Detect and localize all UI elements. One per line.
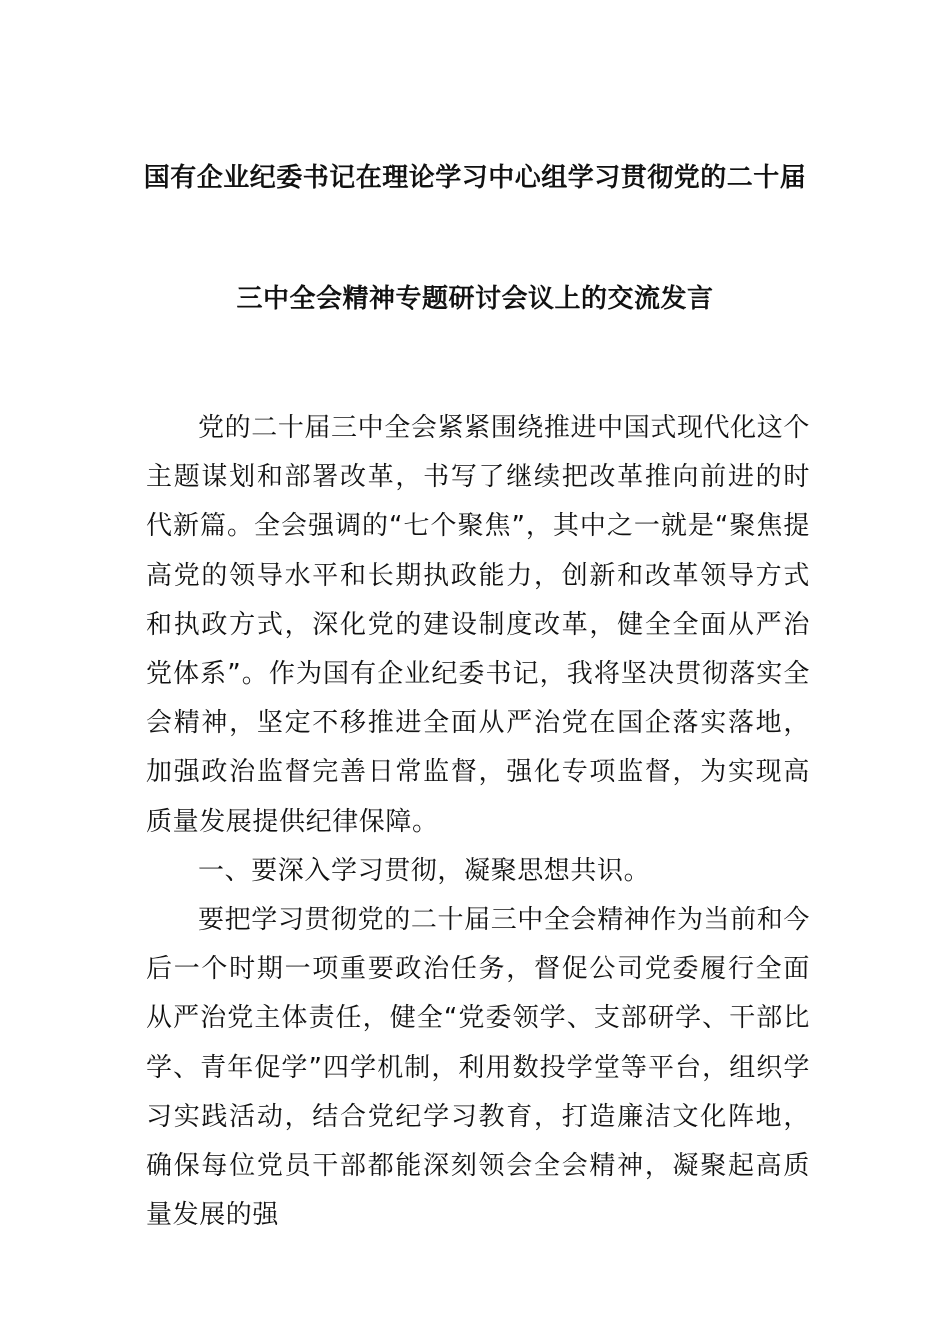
section-heading-1: 一、要深入学习贯彻，凝聚思想共识。 (198, 855, 651, 886)
paragraph-intro: 党的二十届三中全会紧紧围绕推进中国式现代化这个主题谋划和部署改革，书写了继续把改革推向前进的时代新篇。全会强调的“七个聚焦”，其中之一就是“聚焦提高党的领导水平和长期执政能力，创新和改革领导方式和执政方式，深化党的建设制度改革，健全全面从严治党体系”。作为国有企业纪委书记，我将坚决贯彻落实全会精神，坚定不移推进全面从严治党在国企落实落地，加强政治监督完善日常监督，强化专项监督，为实现高质量发展提供纪律保障。 (146, 413, 810, 837)
paragraph-section-1: 要把学习贯彻党的二十届三中全会精神作为当前和今后一个时期一项重要政治任务，督促公司党委履行全面从严治党主体责任，健全“党委领学、支部研学、干部比学、青年促学”四学机制，利用数投学堂等平台，组织学习实践活动，结合党纪学习教育，打造廉洁文化阵地，确保每位党员干部都能深刻领会全会精神，凝聚起高质量发展的强 (146, 905, 810, 1231)
document-title-line-2: 三中全会精神专题研讨会议上的交流发言 (236, 284, 714, 314)
document-body (146, 404, 810, 1240)
document-title-line-1: 国有企业纪委书记在理论学习中心组学习贯彻党的二十届 (143, 163, 807, 193)
